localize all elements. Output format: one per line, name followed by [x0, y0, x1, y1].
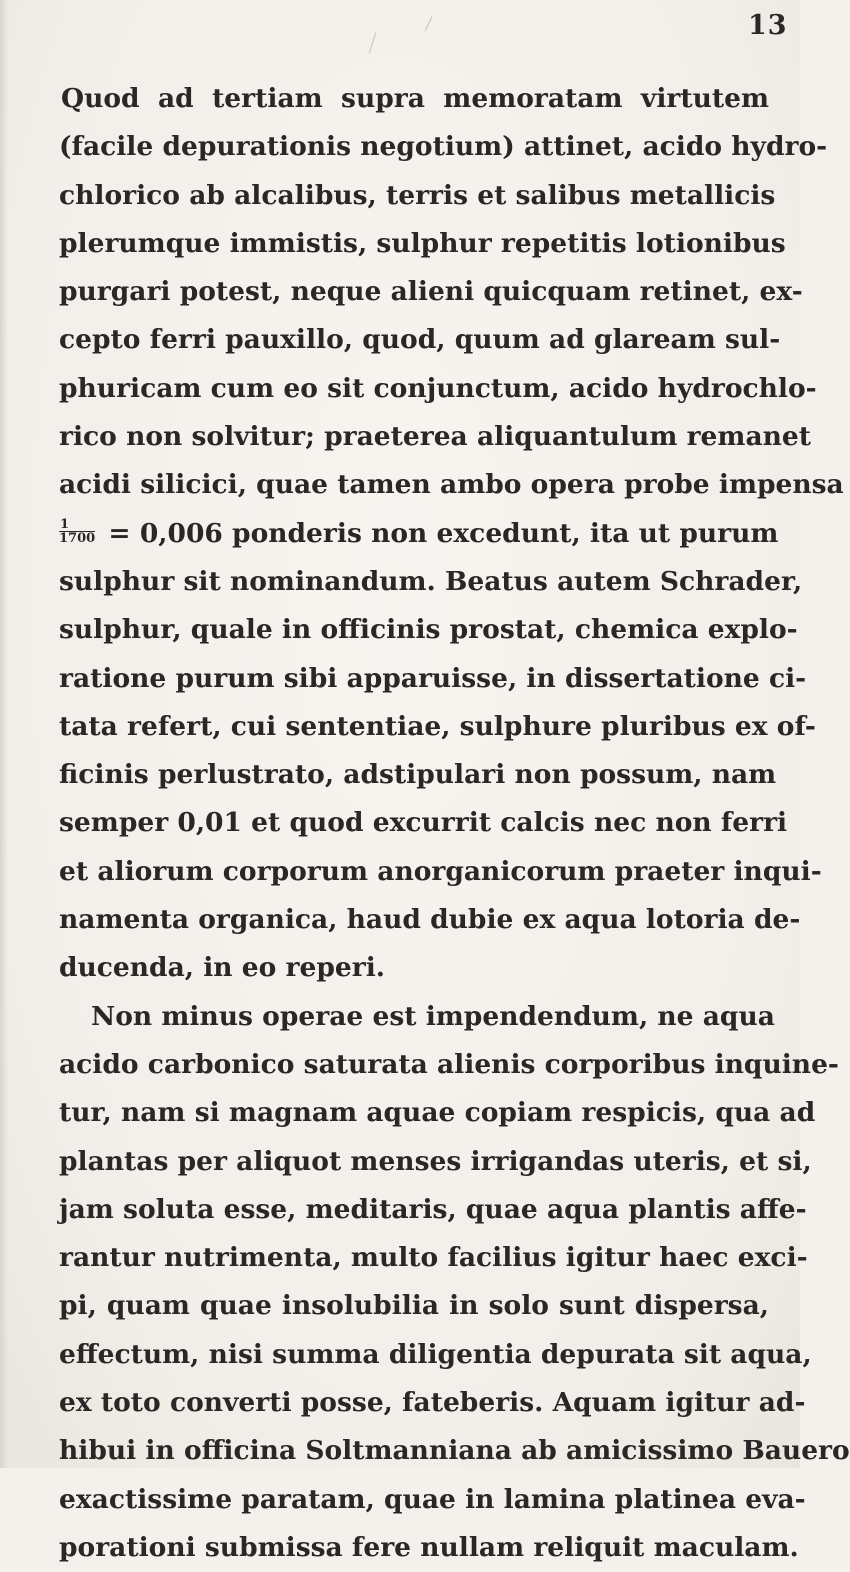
- text-line: sulphur, quale in officinis prostat, chemica explo-: [59, 614, 798, 646]
- page-number: 13: [748, 10, 788, 41]
- text-line: et aliorum corporum anorganicorum praeter inqui-: [59, 855, 822, 887]
- text-line: plerumque immistis, sulphur repetitis lotionibus: [59, 227, 786, 259]
- ink-speck: [425, 17, 433, 32]
- body-text: [59, 75, 850, 1572]
- fraction-numerator: 1: [59, 519, 95, 532]
- text-line: semper 0,01 et quod excurrit calcis nec non ferri: [59, 807, 788, 839]
- text-line: exactissime paratam, quae in lamina platinea eva-: [59, 1483, 806, 1515]
- text-line: namenta organica, haud dubie ex aqua lotoria de-: [59, 904, 801, 936]
- text-line: tur, nam si magnam aquae copiam respicis, qua ad: [59, 1097, 816, 1129]
- text-line: chlorico ab alcalibus, terris et salibus metallicis: [59, 179, 776, 211]
- text-line: rico non solvitur; praeterea aliquantulum remanet: [59, 421, 811, 453]
- page-binding-edge: [0, 0, 8, 1468]
- text-line: ficinis perlustrato, adstipulari non possum, nam: [59, 759, 777, 791]
- text-line: ex toto converti posse, fateberis. Aquam igitur ad-: [59, 1387, 806, 1419]
- fraction: [59, 517, 96, 547]
- text-line: effectum, nisi summa diligentia depurata sit aqua,: [59, 1338, 812, 1370]
- fraction-denominator: 1700: [59, 531, 96, 547]
- text-line: purgari potest, neque alieni quicquam retinet, ex-: [59, 276, 803, 308]
- text-line: plantas per aliquot menses irrigandas uteris, et si,: [59, 1145, 812, 1177]
- text-line: jam soluta esse, meditaris, quae aqua plantis affe-: [59, 1193, 807, 1225]
- paragraph-end-line: porationi submissa fere nullam reliquit maculam.: [59, 1531, 799, 1563]
- text-line: hibui in officina Soltmanniana ab amicissimo Bauero: [59, 1435, 850, 1467]
- text-line: tata refert, cui sententiae, sulphure pluribus ex of-: [59, 710, 816, 742]
- text-line: cepto ferri pauxillo, quod, quum ad glaream sul-: [59, 324, 781, 356]
- text-line: phuricam cum eo sit conjunctum, acido hydrochlo-: [59, 372, 817, 404]
- text-line: acidi silicici, quae tamen ambo opera probe impensa: [59, 469, 844, 501]
- text-line: acido carbonico saturata alienis corporibus inquine-: [59, 1048, 839, 1080]
- text-line: ratione purum sibi apparuisse, in dissertatione ci-: [59, 662, 807, 694]
- text-line: rantur nutrimenta, multo facilius igitur haec exci-: [59, 1242, 808, 1274]
- paragraph-end-line: ducenda, in eo reperi.: [59, 952, 385, 984]
- text-line: sulphur sit nominandum. Beatus autem Schrader,: [59, 565, 803, 597]
- paragraph-start-line: Non minus operae est impendendum, ne aqua: [91, 1000, 775, 1032]
- text-line: Quod ad tertiam supra memoratam virtutem: [61, 83, 769, 114]
- ink-speck: [369, 32, 377, 53]
- text-line-rest: = 0,006 ponderis non excedunt, ita ut purum: [99, 517, 779, 549]
- text-line-with-fraction: [59, 510, 779, 558]
- text-line: (facile depurationis negotium) attinet, acido hydro-: [59, 131, 828, 163]
- text-line: pi, quam quae insolubilia in solo sunt dispersa,: [59, 1290, 769, 1322]
